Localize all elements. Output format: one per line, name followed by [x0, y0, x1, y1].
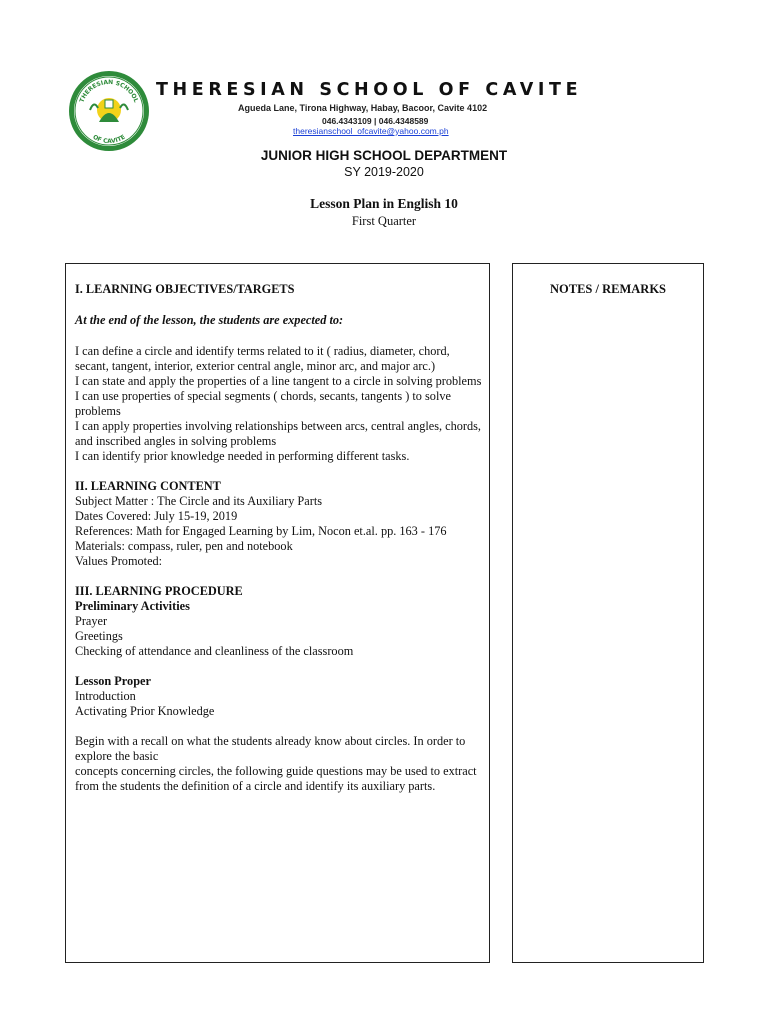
procedure-paragraph: Begin with a recall on what the students already know about circles. In order to explore the basic [75, 734, 466, 763]
lesson-plan-title: Lesson Plan in English 10 [310, 196, 458, 211]
notes-title: NOTES / REMARKS [550, 282, 666, 296]
school-year: SY 2019-2020 [344, 165, 424, 179]
objective-item: I can define a circle and identify terms related to it ( radius, diameter, chord, secant, tangent, interior, exterior central angle, minor arc, and major arc.) [75, 344, 450, 373]
school-phone: 046.4343109 | 046.4348589 [322, 116, 429, 126]
procedure-paragraph: concepts concerning circles, the following guide questions may be used to extract from the students the definition of a circle and identify its auxiliary parts. [75, 764, 477, 793]
preliminary-item: Prayer [75, 614, 108, 628]
lesson-proper-item: Activating Prior Knowledge [75, 704, 215, 718]
references: References: Math for Engaged Learning by Lim, Nocon et.al. pp. 163 - 176 [75, 524, 447, 538]
objective-item: I can identify prior knowledge needed in performing different tasks. [75, 449, 410, 463]
dates-covered: Dates Covered: July 15-19, 2019 [75, 509, 238, 523]
objective-item: I can state and apply the properties of a line tangent to a circle in solving problems [75, 374, 482, 388]
department-title: JUNIOR HIGH SCHOOL DEPARTMENT [260, 148, 508, 163]
values-promoted: Values Promoted: [75, 554, 163, 568]
preliminary-item: Checking of attendance and cleanliness of the classroom [75, 644, 354, 658]
svg-text:THERESIAN SCHOOL: THERESIAN SCHOOL [78, 78, 140, 104]
preliminary-heading: Preliminary Activities [75, 599, 190, 613]
school-logo [68, 70, 150, 152]
subject-matter: Subject Matter : The Circle and its Auxiliary Parts [75, 494, 323, 508]
lesson-plan-content [75, 282, 485, 794]
svg-text:OF CAVITE: OF CAVITE [91, 133, 127, 146]
objectives-heading: I. LEARNING OBJECTIVES/TARGETS [75, 282, 295, 296]
objective-item: I can apply properties involving relationships between arcs, central angles, chords, and inscribed angles in solving problems [75, 419, 482, 448]
quarter-label: First Quarter [351, 214, 417, 228]
school-name: THERESIAN SCHOOL OF CAVITE [156, 80, 583, 100]
procedure-heading: III. LEARNING PROCEDURE [75, 584, 243, 598]
notes-box [512, 263, 704, 963]
lesson-proper-heading: Lesson Proper [75, 674, 151, 688]
lesson-proper-item: Introduction [75, 689, 136, 703]
preliminary-item: Greetings [75, 629, 123, 643]
objective-item: I can use properties of special segments ( chords, secants, tangents ) to solve problems [75, 389, 451, 418]
school-email-link[interactable]: theresianschool_ofcavite@yahoo.com.ph [293, 126, 449, 136]
objectives-intro: At the end of the lesson, the students are expected to: [75, 313, 344, 327]
materials: Materials: compass, ruler, pen and notebook [75, 539, 293, 553]
content-heading: II. LEARNING CONTENT [75, 479, 221, 493]
school-address: Agueda Lane, Tirona Highway, Habay, Bacoor, Cavite 4102 [238, 103, 488, 113]
